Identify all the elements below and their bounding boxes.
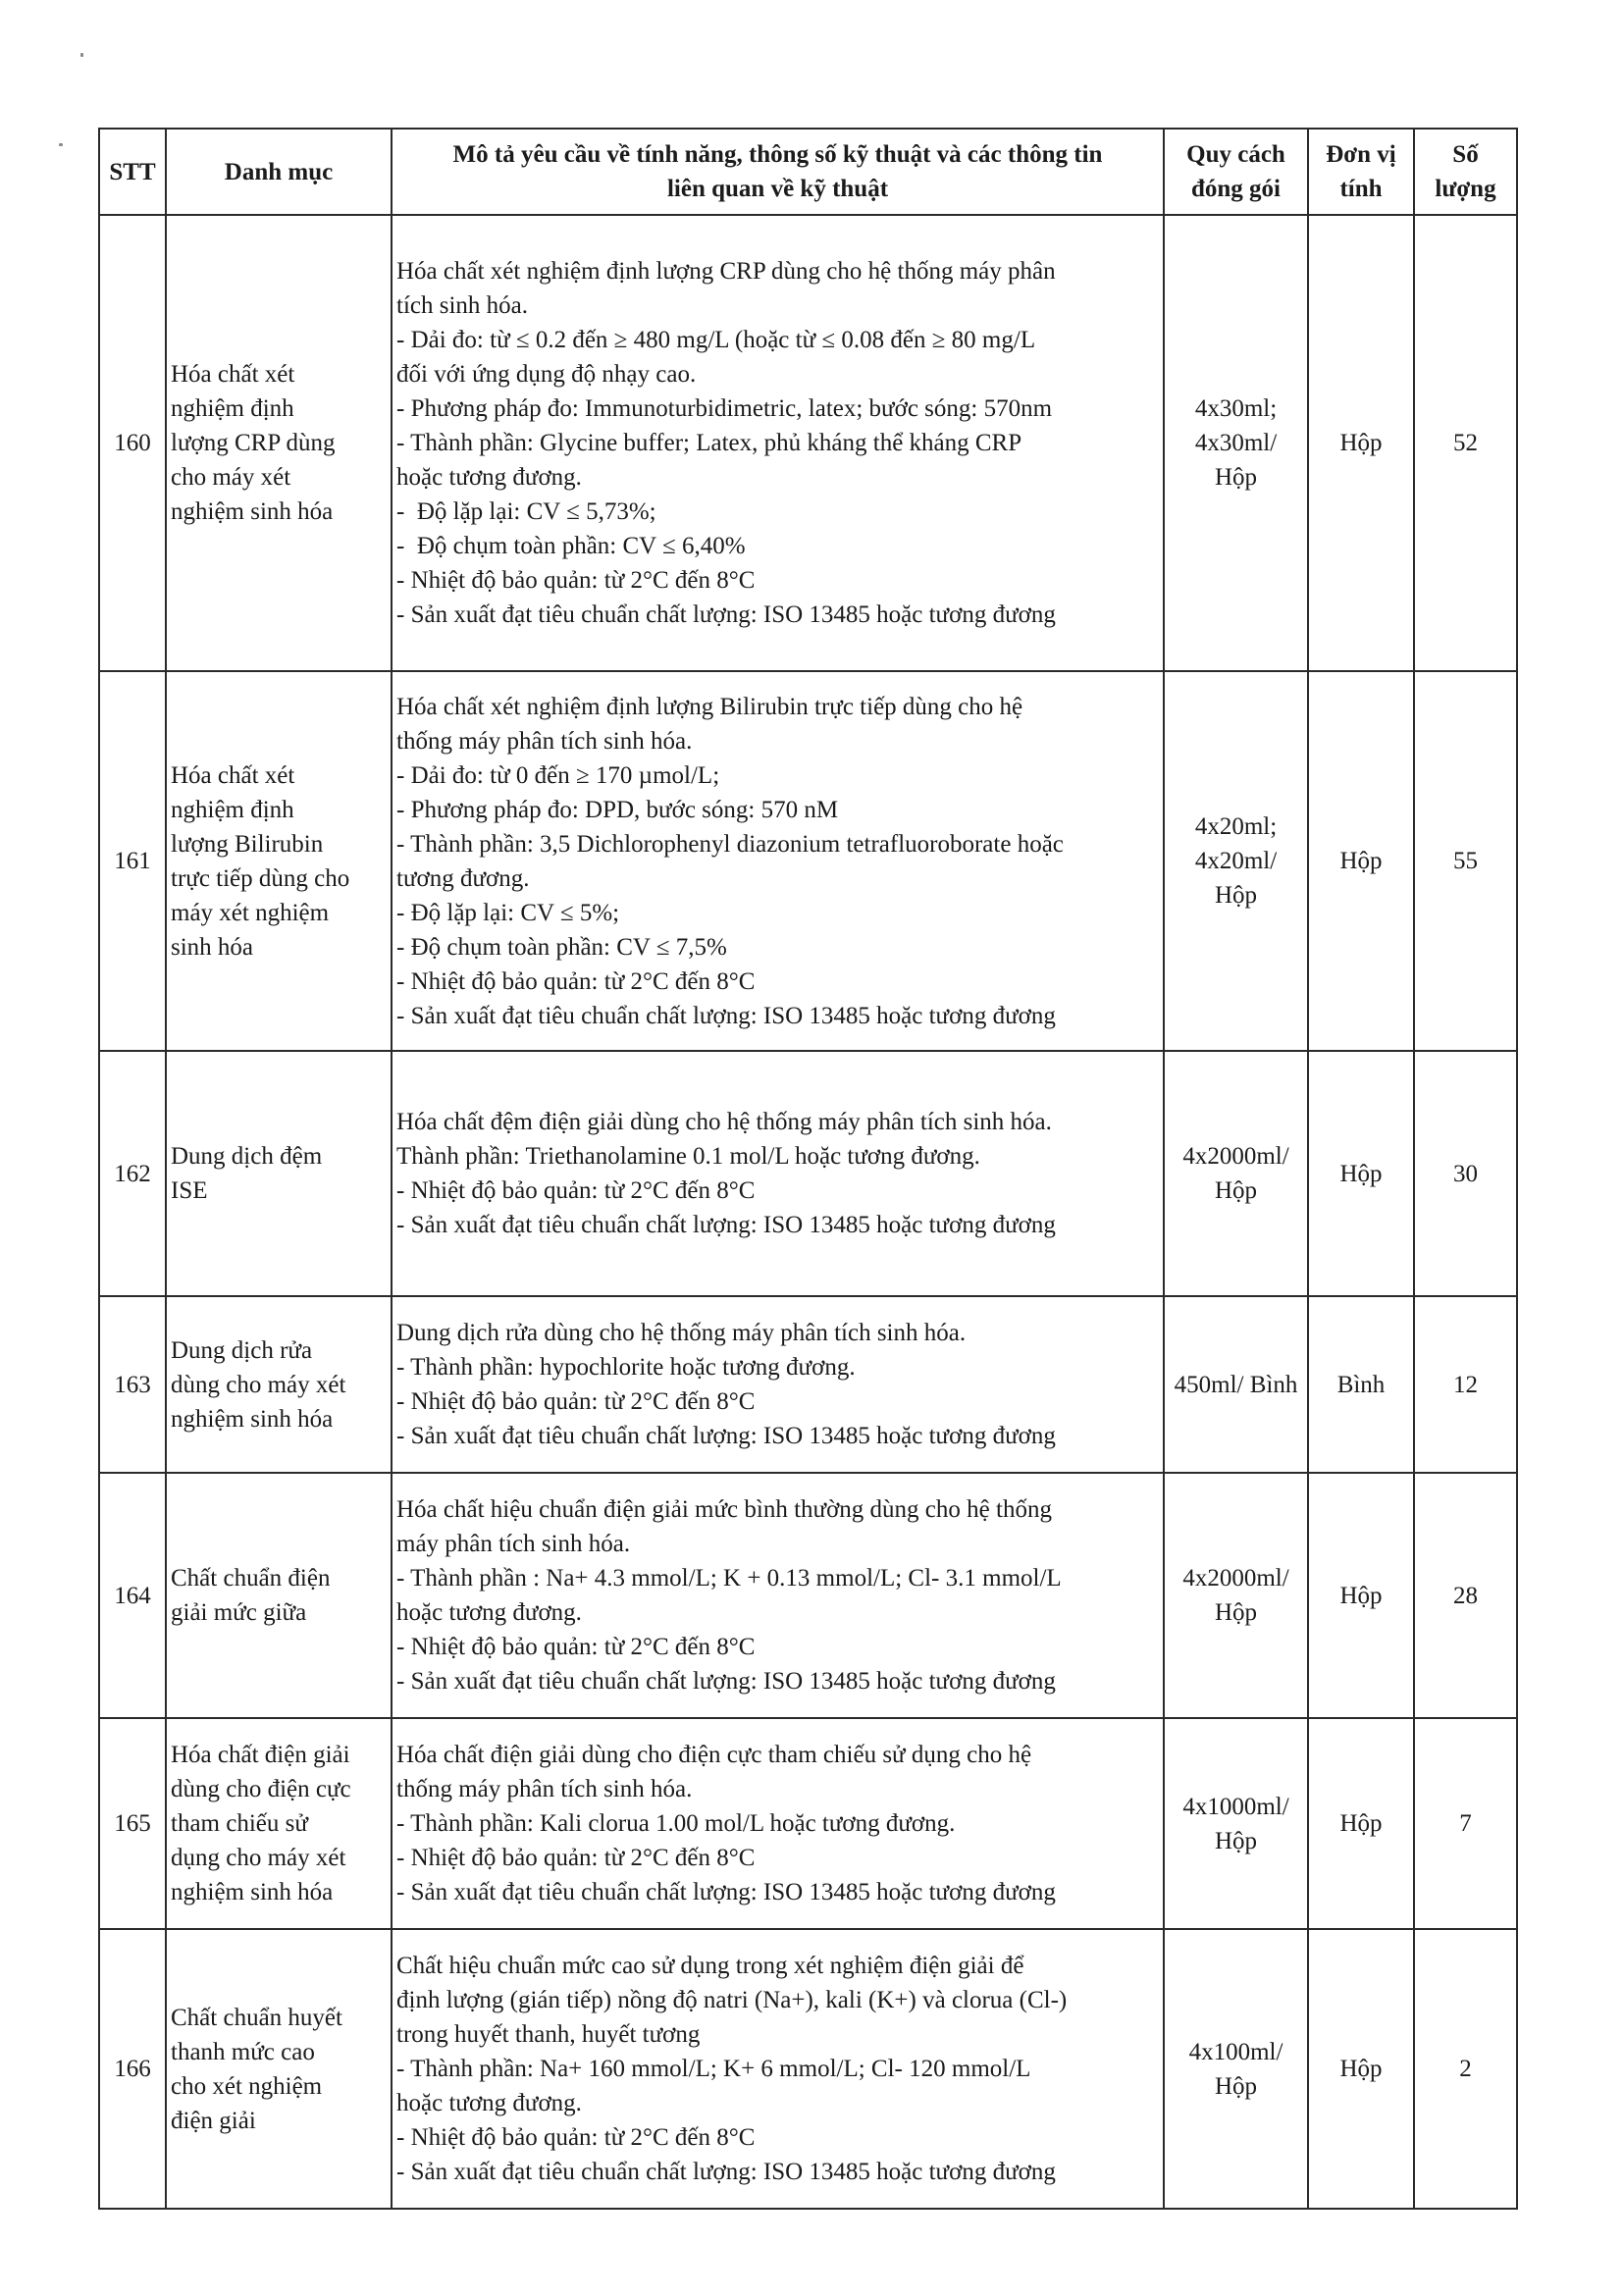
- row-quantity: 55: [1414, 671, 1517, 1051]
- row-category-line: cho máy xét: [171, 464, 291, 491]
- row-category: [166, 671, 392, 1051]
- row-packaging-line: Hộp: [1214, 1177, 1258, 1204]
- row-description-line: - Độ chụm toàn phần: CV ≤ 6,40%: [396, 533, 746, 559]
- row-quantity: 12: [1414, 1296, 1517, 1473]
- row-unit: Hộp: [1308, 671, 1414, 1051]
- row-description-line: tương đương.: [396, 864, 530, 892]
- row-description-line: tích sinh hóa.: [396, 292, 529, 319]
- row-packaging-line: 4x100ml/: [1188, 2038, 1283, 2065]
- row-packaging: [1164, 215, 1308, 671]
- row-description-line: Hóa chất xét nghiệm định lượng Bilirubin trực tiếp dùng cho hệ: [396, 693, 1023, 720]
- row-description: [392, 1718, 1164, 1929]
- row-category-line: ISE: [171, 1177, 208, 1204]
- table-row: [99, 1718, 1517, 1929]
- row-description-line: Dung dịch rửa dùng cho hệ thống máy phân tích sinh hóa.: [396, 1320, 967, 1346]
- row-description-line: Hóa chất điện giải dùng cho điện cực tham chiếu sử dụng cho hệ: [396, 1742, 1032, 1768]
- row-stt: 161: [99, 671, 166, 1051]
- row-category-line: Dung dịch rửa: [171, 1336, 313, 1364]
- row-packaging-line: Hộp: [1214, 464, 1258, 491]
- table-row: [99, 1473, 1517, 1718]
- row-category-line: nghiệm định: [171, 796, 294, 823]
- table-body: [99, 215, 1517, 2209]
- row-packaging-line: 4x20ml;: [1194, 813, 1278, 840]
- row-description-line: - Nhiệt độ bảo quản: từ 2°C đến 8°C: [396, 1634, 756, 1660]
- row-description-line: - Nhiệt độ bảo quản: từ 2°C đến 8°C: [396, 2124, 756, 2151]
- row-description-line: Hóa chất đệm điện giải dùng cho hệ thống máy phân tích sinh hóa.: [396, 1109, 1052, 1135]
- row-description-line: - Sản xuất đạt tiêu chuẩn chất lượng: ISO 13485 hoặc tương đương: [396, 2159, 1056, 2185]
- header-quantity-line: lượng: [1435, 176, 1496, 202]
- row-category-line: trực tiếp dùng cho: [171, 864, 350, 892]
- row-description-line: trong huyết thanh, huyết tương: [396, 2021, 701, 2048]
- row-category: [166, 1473, 392, 1718]
- row-description-line: hoặc tương đương.: [396, 464, 582, 491]
- row-description-line: Chất hiệu chuẩn mức cao sử dụng trong xét nghiệm điện giải để: [396, 1953, 1024, 1979]
- row-description: [392, 1296, 1164, 1473]
- row-quantity: 7: [1414, 1718, 1517, 1929]
- row-description-line: - Phương pháp đo: Immunoturbidimetric, latex; bước sóng: 570nm: [396, 395, 1053, 422]
- header-unit-line: Đơn vị: [1326, 141, 1396, 168]
- table-row: [99, 215, 1517, 671]
- row-description-line: - Phương pháp đo: DPD, bước sóng: 570 nM: [396, 796, 839, 823]
- row-category-line: Hóa chất điện giải: [171, 1742, 350, 1768]
- row-description-line: thống máy phân tích sinh hóa.: [396, 1776, 693, 1802]
- row-description-line: hoặc tương đương.: [396, 2090, 582, 2116]
- row-description: [392, 1051, 1164, 1296]
- row-description-line: Hóa chất xét nghiệm định lượng CRP dùng cho hệ thống máy phân: [396, 258, 1056, 285]
- row-description-line: - Nhiệt độ bảo quản: từ 2°C đến 8°C: [396, 967, 756, 995]
- header-packaging-line: Quy cách: [1186, 141, 1285, 168]
- row-category: [166, 215, 392, 671]
- row-description-line: - Sản xuất đạt tiêu chuẩn chất lượng: ISO 13485 hoặc tương đương: [396, 1668, 1056, 1695]
- row-description-line: - Thành phần: Na+ 160 mmol/L; K+ 6 mmol/L; Cl- 120 mmol/L: [396, 2056, 1031, 2082]
- table-row: [99, 1929, 1517, 2209]
- row-unit: Bình: [1308, 1296, 1414, 1473]
- row-category-line: sinh hóa: [171, 933, 254, 961]
- row-quantity: 28: [1414, 1473, 1517, 1718]
- row-description-line: đối với ứng dụng độ nhạy cao.: [396, 361, 697, 388]
- row-packaging: [1164, 671, 1308, 1051]
- header-packaging: [1164, 129, 1308, 215]
- row-category-line: thanh mức cao: [171, 2038, 315, 2065]
- row-packaging-line: Hộp: [1214, 1827, 1258, 1854]
- row-quantity: 52: [1414, 215, 1517, 671]
- row-description-line: - Thành phần: hypochlorite hoặc tương đương.: [396, 1354, 856, 1381]
- row-description-line: máy phân tích sinh hóa.: [396, 1531, 631, 1557]
- row-packaging: [1164, 1473, 1308, 1718]
- row-unit: Hộp: [1308, 1718, 1414, 1929]
- row-description-line: - Thành phần: Glycine buffer; Latex, phủ kháng thể kháng CRP: [396, 430, 1022, 456]
- row-quantity: 2: [1414, 1929, 1517, 2209]
- row-description-line: định lượng (gián tiếp) nồng độ natri (Na+), kali (K+) và clorua (Cl-): [396, 1987, 1068, 2013]
- row-description-line: - Thành phần: 3,5 Dichlorophenyl diazonium tetrafluoroborate hoặc: [396, 830, 1064, 858]
- row-category-line: máy xét nghiệm: [171, 899, 330, 926]
- header-packaging-line: đóng gói: [1190, 176, 1281, 202]
- row-description-line: - Thành phần : Na+ 4.3 mmol/L; K + 0.13 mmol/L; Cl- 3.1 mmol/L: [396, 1565, 1062, 1592]
- row-category-line: Hóa chất xét: [171, 761, 295, 789]
- row-unit: Hộp: [1308, 215, 1414, 671]
- row-description-line: - Nhiệt độ bảo quản: từ 2°C đến 8°C: [396, 1845, 756, 1871]
- row-packaging-line: 4x2000ml/: [1182, 1565, 1289, 1592]
- header-description-line: liên quan về kỹ thuật: [666, 176, 889, 202]
- row-category-line: dùng cho điện cực: [171, 1776, 351, 1802]
- row-description-line: - Độ lặp lại: CV ≤ 5,73%;: [396, 498, 656, 525]
- header-description-line: Mô tả yêu cầu về tính năng, thông số kỹ thuật và các thông tin: [452, 141, 1103, 168]
- row-category-line: Chất chuẩn điện: [171, 1565, 331, 1592]
- row-category-line: Chất chuẩn huyết: [171, 2004, 342, 2031]
- row-description-line: - Sản xuất đạt tiêu chuẩn chất lượng: ISO 13485 hoặc tương đương: [396, 1002, 1056, 1029]
- row-description-line: - Nhiệt độ bảo quản: từ 2°C đến 8°C: [396, 1388, 756, 1415]
- row-quantity: 30: [1414, 1051, 1517, 1296]
- row-category-line: Dung dịch đệm: [171, 1143, 323, 1170]
- row-category-line: nghiệm sinh hóa: [171, 1405, 334, 1433]
- scan-speck: [80, 53, 83, 57]
- row-description-line: - Nhiệt độ bảo quản: từ 2°C đến 8°C: [396, 1177, 756, 1204]
- row-packaging-line: Hộp: [1214, 1599, 1258, 1626]
- row-stt: 165: [99, 1718, 166, 1929]
- row-category-line: dụng cho máy xét: [171, 1845, 346, 1871]
- row-category-line: lượng Bilirubin: [171, 830, 324, 858]
- header-category: Danh mục: [166, 129, 392, 215]
- table-header-row: [99, 129, 1517, 215]
- row-description-line: - Thành phần: Kali clorua 1.00 mol/L hoặc tương đương.: [396, 1810, 956, 1837]
- row-stt: 166: [99, 1929, 166, 2209]
- row-stt: 164: [99, 1473, 166, 1718]
- row-description-line: Thành phần: Triethanolamine 0.1 mol/L hoặc tương đương.: [396, 1143, 980, 1170]
- row-packaging-line: 450ml/ Bình: [1174, 1371, 1298, 1398]
- row-description: [392, 1473, 1164, 1718]
- row-category-line: nghiệm sinh hóa: [171, 1879, 334, 1905]
- row-packaging: [1164, 1718, 1308, 1929]
- row-packaging: [1164, 1929, 1308, 2209]
- row-category-line: nghiệm định: [171, 395, 294, 422]
- row-description-line: - Sản xuất đạt tiêu chuẩn chất lượng: ISO 13485 hoặc tương đương: [396, 1212, 1056, 1238]
- row-unit: Hộp: [1308, 1473, 1414, 1718]
- row-packaging-line: Hộp: [1214, 2072, 1258, 2100]
- row-packaging-line: Hộp: [1214, 882, 1258, 909]
- header-unit-line: tính: [1339, 176, 1383, 202]
- row-category: [166, 1718, 392, 1929]
- row-description-line: - Nhiệt độ bảo quản: từ 2°C đến 8°C: [396, 567, 756, 594]
- table-row: [99, 671, 1517, 1051]
- row-description-line: - Sản xuất đạt tiêu chuẩn chất lượng: ISO 13485 hoặc tương đương: [396, 601, 1056, 628]
- row-description-line: - Độ lặp lại: CV ≤ 5%;: [396, 899, 620, 926]
- row-description-line: - Sản xuất đạt tiêu chuẩn chất lượng: ISO 13485 hoặc tương đương: [396, 1879, 1056, 1905]
- row-category: [166, 1929, 392, 2209]
- row-stt: 160: [99, 215, 166, 671]
- row-packaging-line: 4x1000ml/: [1182, 1793, 1289, 1820]
- table-row: [99, 1051, 1517, 1296]
- row-description-line: - Dải đo: từ 0 đến ≥ 170 µmol/L;: [396, 761, 720, 789]
- table-row: [99, 1296, 1517, 1473]
- row-category: [166, 1051, 392, 1296]
- row-description: [392, 215, 1164, 671]
- header-quantity-line: Số: [1452, 141, 1479, 168]
- row-description-line: hoặc tương đương.: [396, 1599, 582, 1626]
- row-description-line: - Dải đo: từ ≤ 0.2 đến ≥ 480 mg/L (hoặc từ ≤ 0.08 đến ≥ 80 mg/L: [396, 327, 1036, 353]
- header-description: [392, 129, 1164, 215]
- row-packaging-line: 4x20ml/: [1194, 848, 1278, 874]
- scan-speck: [59, 143, 63, 146]
- row-description-line: Hóa chất hiệu chuẩn điện giải mức bình thường dùng cho hệ thống: [396, 1496, 1052, 1523]
- row-category-line: tham chiếu sử: [171, 1810, 308, 1837]
- specification-table: [98, 128, 1518, 2210]
- row-category-line: Hóa chất xét: [171, 361, 295, 388]
- row-description-line: - Độ chụm toàn phần: CV ≤ 7,5%: [396, 933, 727, 961]
- row-stt: 162: [99, 1051, 166, 1296]
- row-category-line: điện giải: [171, 2107, 256, 2134]
- row-packaging-line: 4x30ml/: [1194, 430, 1278, 456]
- row-unit: Hộp: [1308, 1051, 1414, 1296]
- row-category-line: cho xét nghiệm: [171, 2072, 323, 2100]
- row-packaging: [1164, 1296, 1308, 1473]
- row-description-line: thống máy phân tích sinh hóa.: [396, 727, 693, 755]
- row-category-line: nghiệm sinh hóa: [171, 498, 334, 525]
- row-packaging-line: 4x2000ml/: [1182, 1143, 1289, 1170]
- row-category-line: lượng CRP dùng: [171, 430, 336, 456]
- header-stt: STT: [99, 129, 166, 215]
- row-description-line: - Sản xuất đạt tiêu chuẩn chất lượng: ISO 13485 hoặc tương đương: [396, 1423, 1056, 1449]
- header-unit: [1308, 129, 1414, 215]
- row-stt: 163: [99, 1296, 166, 1473]
- row-unit: Hộp: [1308, 1929, 1414, 2209]
- row-category: [166, 1296, 392, 1473]
- row-category-line: giải mức giữa: [171, 1599, 307, 1626]
- row-description: [392, 1929, 1164, 2209]
- row-packaging: [1164, 1051, 1308, 1296]
- header-quantity: [1414, 129, 1517, 215]
- row-category-line: dùng cho máy xét: [171, 1371, 346, 1398]
- row-description: [392, 671, 1164, 1051]
- row-packaging-line: 4x30ml;: [1194, 395, 1278, 422]
